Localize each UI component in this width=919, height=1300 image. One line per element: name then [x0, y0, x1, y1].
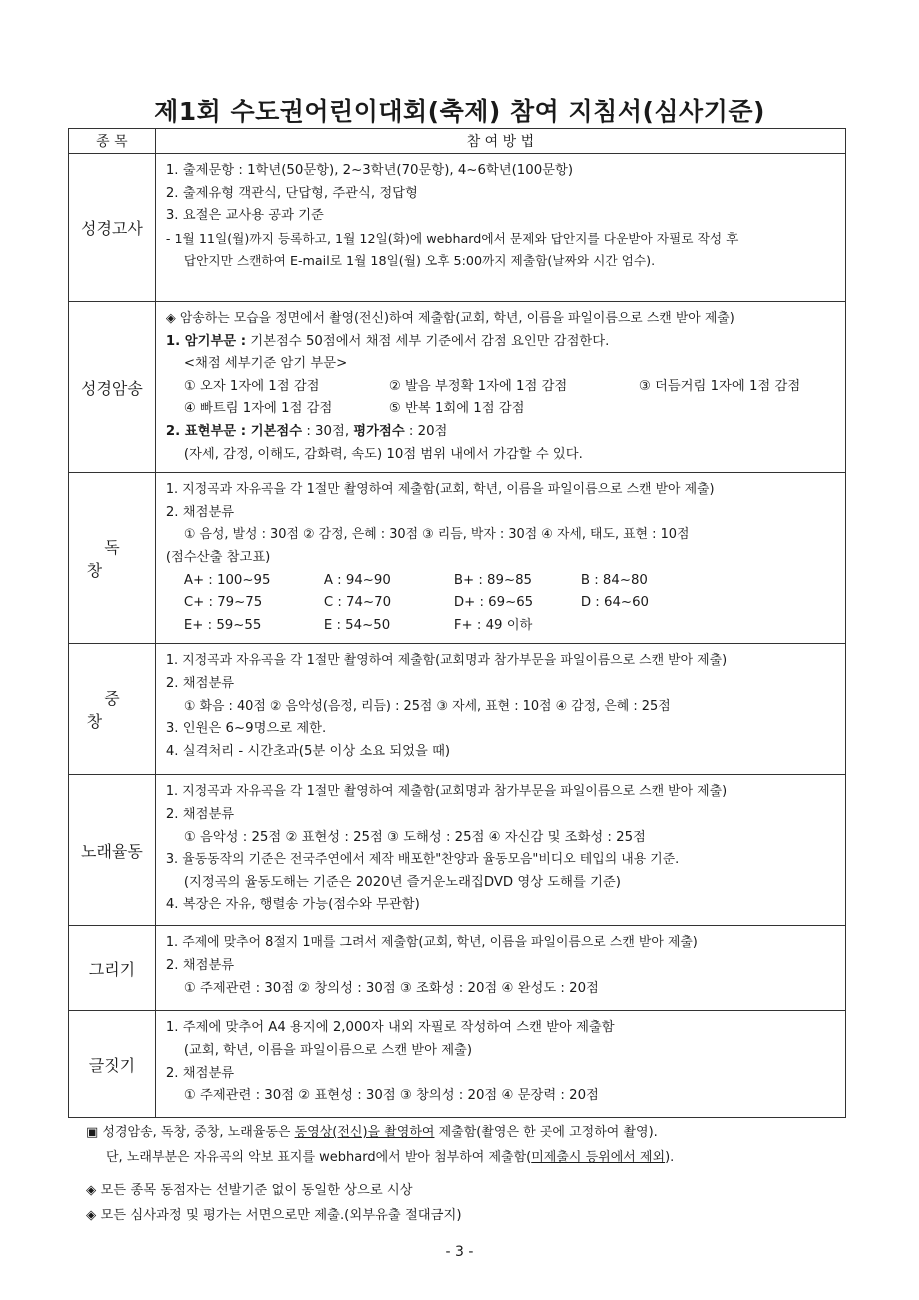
label-drawing: 그리기	[69, 926, 156, 1011]
note-underlined: 미제출시 등위에서 제외	[531, 1150, 666, 1165]
label-song-dance: 노래율동	[69, 775, 156, 926]
text-line: 2. 채점분류	[165, 675, 235, 691]
text-line: ① 화음 : 40점 ② 음악성(음정, 리듬) : 25점 ③ 자세, 표현 : 10점 ④ 감정, 은혜 : 25점	[183, 698, 671, 714]
header-category: 종 목	[69, 129, 156, 154]
note-underlined: 동영상(전신)을 촬영하여	[294, 1125, 435, 1140]
grade-cell: A : 94~90	[323, 572, 391, 588]
text-line: 2. 채점분류	[165, 806, 235, 822]
table-header-row	[69, 129, 846, 154]
text-line: 4. 실격처리 - 시간초과(5분 이상 소요 되었을 때)	[165, 743, 451, 759]
label-solo	[69, 473, 156, 644]
text-line: ① 주제관련 : 30점 ② 창의성 : 30점 ③ 조화성 : 20점 ④ 완성도 : 20점	[183, 980, 599, 996]
text-line: ◈ 암송하는 모습을 정면에서 촬영(전신)하여 제출함(교회, 학년, 이름을 파일이름으로 스캔 받아 제출)	[165, 311, 735, 326]
content-bible-test	[155, 154, 845, 302]
row-bible-recitation	[69, 302, 846, 473]
grade-cell: B+ : 89~85	[453, 572, 533, 588]
content-song-dance	[155, 775, 845, 926]
text-line: 답안지만 스캔하여 E-mail로 1월 18일(월) 오후 5:00까지 제출함(날짜와 시간 엄수).	[183, 253, 656, 269]
text-span: 평가점수	[353, 423, 405, 439]
text-line: (자세, 감정, 이해도, 감화력, 속도) 10점 범위 내에서 가감할 수 있다.	[183, 446, 583, 462]
text-line: 2. 채점분류	[165, 957, 235, 973]
row-bible-test	[69, 154, 846, 302]
guideline-table	[68, 128, 846, 1118]
text-line: (점수산출 참고표)	[165, 549, 271, 565]
note-span: ▣ 성경암송, 독창, 중창, 노래율동은	[86, 1125, 295, 1140]
grade-row	[166, 615, 837, 638]
text-line: 2. 채점분류	[165, 504, 235, 520]
grade-cell: B : 84~80	[580, 572, 648, 588]
label-solo-text: 독 창	[86, 538, 155, 581]
text-line: 3. 율동동작의 기준은 전국주연에서 제작 배포한"찬양과 율동모음"비디오 테입의 내용 기준.	[165, 852, 680, 868]
text-span: 기본점수 50점에서 채점 세부 기준에서 감점 요인만 감점한다.	[246, 333, 610, 349]
text-line: 1. 주제에 맞추어 8절지 1매를 그려서 제출함(교회, 학년, 이름을 파일이름으로 스캔 받아 제출)	[165, 935, 698, 951]
text-line: ① 음악성 : 25점 ② 표현성 : 25점 ③ 도해성 : 25점 ④ 자신감 및 조화성 : 25점	[183, 829, 646, 845]
text-line: 3. 요절은 교사용 공과 기준	[165, 208, 324, 224]
row-ensemble	[69, 644, 846, 775]
note-span: ).	[665, 1150, 675, 1165]
text-line: (지정곡의 율동도해는 기준은 2020년 즐거운노래집DVD 영상 도해를 기준)	[183, 874, 621, 890]
row-writing	[69, 1011, 846, 1118]
content-solo	[155, 473, 845, 644]
label-bible-recitation: 성경암송	[69, 302, 156, 473]
text-line: ① 주제관련 : 30점 ② 표현성 : 30점 ③ 창의성 : 20점 ④ 문장력 : 20점	[183, 1088, 599, 1104]
row-drawing	[69, 926, 846, 1011]
grade-cell: E+ : 59~55	[183, 617, 262, 633]
label-writing: 글짓기	[69, 1011, 156, 1118]
text-span: ② 발음 부정확 1자에 1점 감점	[388, 378, 568, 394]
grade-cell: C+ : 79~75	[183, 595, 263, 611]
grade-cell: F+ : 49 이하	[453, 617, 533, 633]
grade-row	[166, 592, 837, 615]
content-drawing	[155, 926, 845, 1011]
text-span: ⑤ 반복 1회에 1점 감점	[388, 401, 525, 417]
document-title: 제1회 수도권어린이대회(축제) 참여 지침서(심사기준)	[154, 97, 765, 126]
header-method-text: 참 여 방 법	[466, 134, 535, 150]
grade-row	[166, 570, 837, 593]
text-line: <채점 세부기준 암기 부문>	[183, 356, 348, 372]
text-line: 3. 인원은 6~9명으로 제한.	[165, 721, 327, 737]
label-bible-test: 성경고사	[69, 154, 156, 302]
label-ensemble	[69, 644, 156, 775]
page-number: - 3 -	[445, 1244, 474, 1260]
text-line: 1. 지정곡과 자유곡을 각 1절만 촬영하여 제출함(교회명과 참가부문을 파일이름으로 스캔 받아 제출)	[165, 653, 728, 669]
text-span: ③ 더듬거림 1자에 1점 감점	[638, 378, 801, 394]
text-line: 1. 주제에 맞추어 A4 용지에 2,000자 내외 자필로 작성하여 스캔 받아 제출함	[165, 1020, 615, 1036]
label-ensemble-text: 중 창	[86, 689, 155, 732]
text-line: - 1월 11일(월)까지 등록하고, 1월 12일(화)에 webhard에서 문제와 답안지를 다운받아 자필로 작성 후	[165, 230, 739, 246]
text-span: ① 오자 1자에 1점 감점	[183, 378, 320, 394]
grade-cell: A+ : 100~95	[183, 572, 271, 588]
note-line: ◈ 모든 심사과정 및 평가는 서면으로만 제출.(외부유출 절대금지)	[86, 1208, 462, 1223]
header-method	[155, 129, 845, 154]
footnotes	[86, 1120, 866, 1228]
note-span: 제출함(촬영은 한 곳에 고정하여 촬영).	[434, 1125, 658, 1140]
note-line: ◈ 모든 종목 동점자는 선발기준 없이 동일한 상으로 시상	[86, 1183, 413, 1198]
grade-cell: C : 74~70	[323, 595, 392, 611]
text-span: : 20점	[404, 423, 448, 439]
grade-cell: E : 54~50	[323, 617, 391, 633]
text-line: 2. 채점분류	[165, 1065, 235, 1081]
grade-cell: D : 64~60	[580, 595, 649, 611]
text-span: ④ 빠트림 1자에 1점 감점	[183, 401, 333, 417]
text-line: 4. 복장은 자유, 행렬송 가능(점수와 무관함)	[165, 897, 420, 913]
text-line: ① 음성, 발성 : 30점 ② 감정, 은혜 : 30점 ③ 리듬, 박자 : 30점 ④ 자세, 태도, 표현 : 10점	[183, 527, 690, 543]
text-span: 2. 표현부문 : 기본점수	[165, 423, 303, 439]
grade-cell: D+ : 69~65	[453, 595, 534, 611]
text-line: 1. 지정곡과 자유곡을 각 1절만 촬영하여 제출함(교회명과 참가부문을 파일이름으로 스캔 받아 제출)	[165, 784, 728, 800]
content-bible-recitation	[155, 302, 845, 473]
text-line: 2. 출제유형 객관식, 단답형, 주관식, 정답형	[165, 185, 418, 201]
note-span: 단, 노래부분은 자유곡의 악보 표지를 webhard에서 받아 첨부하여 제출함(	[106, 1150, 532, 1165]
text-line: 1. 지정곡과 자유곡을 각 1절만 촬영하여 제출함(교회, 학년, 이름을 파일이름으로 스캔 받아 제출)	[165, 482, 715, 498]
content-writing	[155, 1011, 845, 1118]
text-span: : 30점,	[302, 423, 354, 439]
text-line: 1. 출제문항 : 1학년(50문항), 2~3학년(70문항), 4~6학년(100문항)	[165, 163, 574, 178]
text-span: 1. 암기부문 :	[165, 333, 247, 349]
row-solo	[69, 473, 846, 644]
content-ensemble	[155, 644, 845, 775]
row-song-dance	[69, 775, 846, 926]
text-line: (교회, 학년, 이름을 파일이름으로 스캔 받아 제출)	[183, 1042, 473, 1058]
